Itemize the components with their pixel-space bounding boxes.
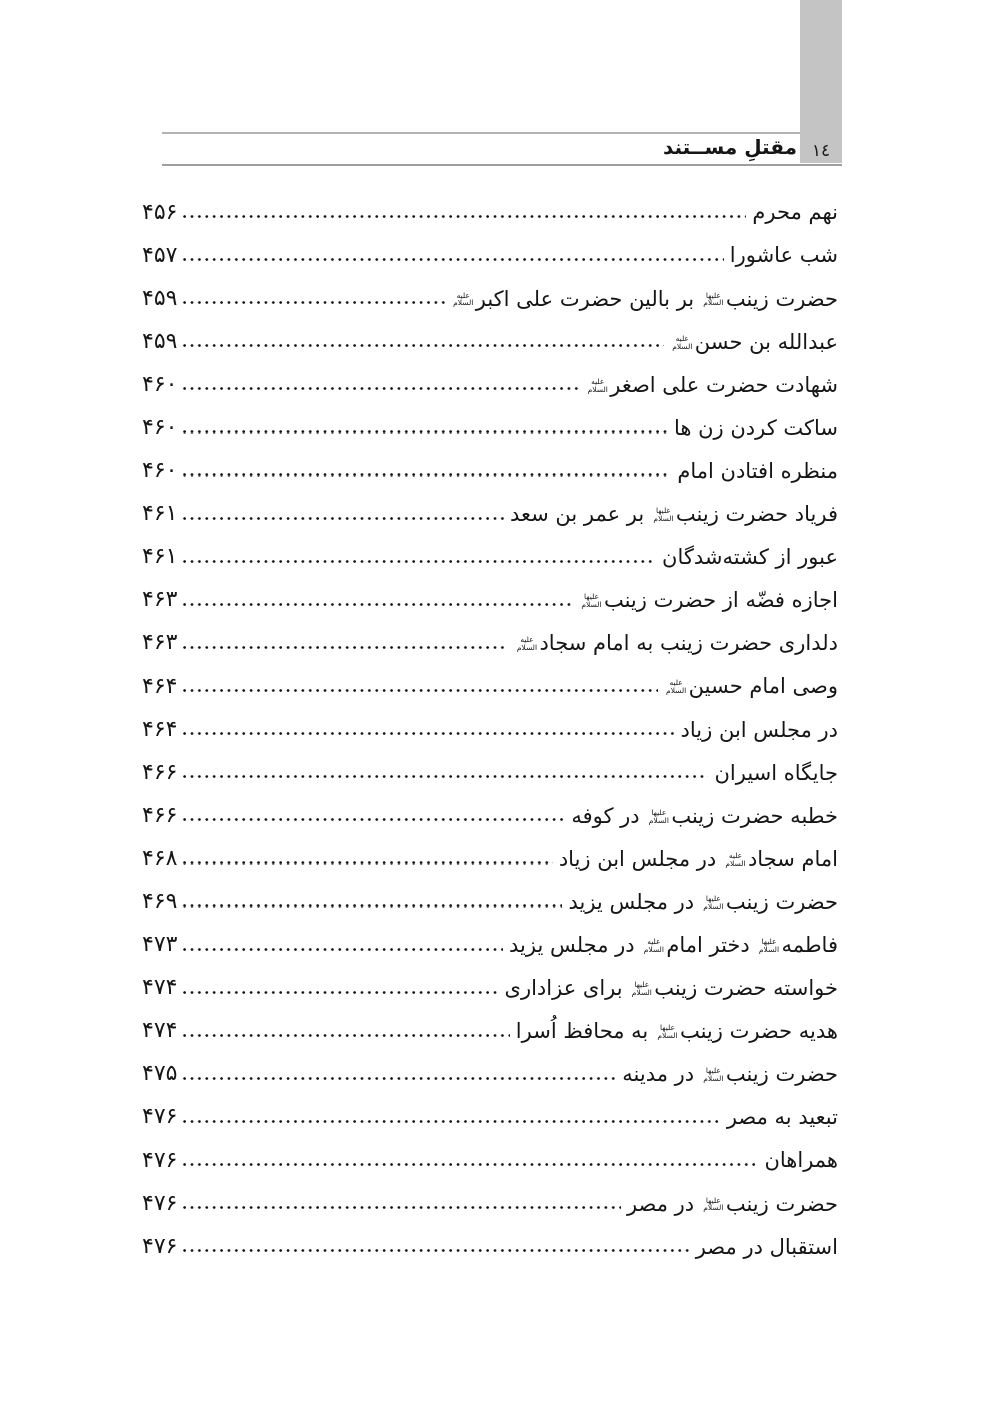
honorific-mark: عليه السلام xyxy=(725,851,746,868)
toc-entry xyxy=(142,529,838,572)
toc-entry xyxy=(142,1132,838,1175)
toc-entry-page: ۴۵۶ xyxy=(142,199,178,225)
honorific-mark: عليه السلام xyxy=(672,334,693,351)
toc-entry xyxy=(142,1089,838,1132)
toc-entry-page: ۴۶۰ xyxy=(142,371,178,397)
toc-entry-page: ۴۶۴ xyxy=(142,673,178,699)
dotted-leader xyxy=(183,818,565,821)
toc-entry xyxy=(142,486,838,529)
dotted-leader xyxy=(183,1206,620,1209)
toc-entry-title: اجازه فضّه از حضرت زینبعليها السلام xyxy=(581,588,838,613)
honorific-mark: عليه السلام xyxy=(666,679,687,696)
toc-entry xyxy=(142,744,838,787)
toc-entry-title: عبدالله بن حسنعليه السلام xyxy=(672,329,838,354)
toc-entry xyxy=(142,615,838,658)
toc-entry xyxy=(142,184,838,227)
toc-entry-page: ۴۵۷ xyxy=(142,242,178,268)
toc-entry xyxy=(142,399,838,442)
dotted-leader xyxy=(183,775,708,778)
toc-entry-page: ۴۷۶ xyxy=(142,1104,178,1130)
dotted-leader xyxy=(183,1034,509,1037)
toc-entry xyxy=(142,960,838,1003)
toc-entry-page: ۴۷۶ xyxy=(142,1233,178,1259)
dotted-leader xyxy=(183,991,498,994)
dotted-leader xyxy=(183,1249,689,1252)
toc-entry xyxy=(142,874,838,917)
dotted-leader xyxy=(183,560,656,563)
dotted-leader xyxy=(183,258,723,261)
dotted-leader xyxy=(183,1120,720,1123)
toc-entry-title: وصی امام حسینعليه السلام xyxy=(666,674,838,699)
dotted-leader xyxy=(183,904,562,907)
toc-entry xyxy=(142,227,838,270)
honorific-mark: عليها السلام xyxy=(648,808,669,825)
toc-entry-title: امام سجادعليه السلام در مجلس ابن زیاد xyxy=(558,846,838,871)
toc-entry xyxy=(142,356,838,399)
toc-entry-title: جایگاه اسیران xyxy=(714,760,838,785)
toc-entry-page: ۴۶۴ xyxy=(142,716,178,742)
toc-entry-page: ۴۶۱ xyxy=(142,501,178,527)
honorific-mark: عليها السلام xyxy=(657,1024,678,1041)
toc-entry-title: دلداری حضرت زینب به امام سجادعليه السلام xyxy=(516,631,838,656)
toc-entry-title: نهم محرم xyxy=(752,200,838,225)
dotted-leader xyxy=(183,473,671,476)
toc-entry-title: در مجلس ابن زیاد xyxy=(680,717,838,742)
toc-entry-page: ۴۷۴ xyxy=(142,975,178,1001)
toc-entry-page: ۴۵۹ xyxy=(142,328,178,354)
dotted-leader xyxy=(183,301,444,304)
toc-entry xyxy=(142,787,838,830)
toc-entry-title: خطبه حضرت زینبعليها السلام در کوفه xyxy=(571,803,838,828)
toc-entry-page: ۴۶۳ xyxy=(142,630,178,656)
honorific-mark: عليها السلام xyxy=(653,507,674,523)
dotted-leader xyxy=(183,603,573,606)
toc-entry-page: ۴۶۸ xyxy=(142,845,178,871)
dotted-leader xyxy=(183,948,503,951)
toc-entry-page: ۴۶۰ xyxy=(142,414,178,440)
honorific-mark: عليها السلام xyxy=(703,1067,724,1084)
dotted-leader xyxy=(183,1163,758,1166)
toc-entry-page: ۴۶۱ xyxy=(142,544,178,570)
toc-entry-title: حضرت زینبعليها السلام در مدینه xyxy=(622,1062,838,1087)
toc-entry-title: حضرت زینبعليها السلام در مجلس یزید xyxy=(568,889,838,914)
toc-entry-page: ۴۷۶ xyxy=(142,1147,178,1173)
honorific-mark: عليها السلام xyxy=(703,291,724,308)
dotted-leader xyxy=(183,1077,616,1080)
dotted-leader xyxy=(183,517,503,520)
honorific-mark: عليها السلام xyxy=(758,937,780,954)
honorific-mark: عليه السلام xyxy=(643,937,664,954)
dotted-leader xyxy=(183,430,668,433)
toc-entry-title: ساکت کردن زن ها xyxy=(673,415,838,440)
toc-entry xyxy=(142,658,838,701)
toc-entry-title: شهادت حضرت علی اصغرعليه السلام xyxy=(587,372,838,397)
header-rule-bottom xyxy=(162,164,842,166)
toc-entry-title: همراهان xyxy=(764,1148,838,1173)
toc-entry xyxy=(142,572,838,615)
toc-entry-title: استقبال در مصر xyxy=(695,1234,838,1259)
toc-list xyxy=(142,184,838,1261)
toc-entry-title: حضرت زینبعليها السلام بر بالین حضرت علی اکبرعليه السلام xyxy=(453,286,838,311)
toc-entry-page: ۴۷۴ xyxy=(142,1018,178,1044)
toc-entry xyxy=(142,830,838,873)
toc-entry-page: ۴۷۶ xyxy=(142,1190,178,1216)
toc-entry-page: ۴۷۳ xyxy=(142,932,178,958)
toc-entry-page: ۴۶۳ xyxy=(142,587,178,613)
toc-entry-title: تبعید به مصر xyxy=(726,1105,838,1130)
dotted-leader xyxy=(183,387,579,390)
toc-entry xyxy=(142,270,838,313)
toc-entry-title: فاطمهعليها السلام دختر امامعليه السلام در مجلس یزید xyxy=(508,932,838,957)
toc-entry-page: ۴۵۹ xyxy=(142,285,178,311)
dotted-leader xyxy=(183,689,657,692)
honorific-mark: عليها السلام xyxy=(581,593,602,610)
toc-entry-title: منظره افتادن امام xyxy=(677,458,838,483)
dotted-leader xyxy=(183,732,674,735)
toc-entry-title: حضرت زینبعليها السلام در مصر xyxy=(626,1191,838,1216)
page-corner-tab xyxy=(800,0,842,163)
running-head-book-title: مقتلِ مســتند xyxy=(662,135,797,159)
toc-entry xyxy=(142,1046,838,1089)
toc-entry-page: ۴۶۹ xyxy=(142,889,178,914)
honorific-mark: عليها السلام xyxy=(703,894,724,911)
honorific-mark: عليه السلام xyxy=(516,636,538,653)
toc-entry xyxy=(142,1003,838,1046)
toc-entry-title: عبور از کشته‌شدگان xyxy=(662,545,838,570)
honorific-mark: عليه السلام xyxy=(587,377,608,394)
page-number: ١٤ xyxy=(811,141,831,161)
dotted-leader xyxy=(183,215,746,218)
dotted-leader xyxy=(183,861,552,864)
dotted-leader xyxy=(183,646,508,649)
toc-entry xyxy=(142,443,838,486)
toc-entry xyxy=(142,1175,838,1218)
toc-entry-page: ۴۶۶ xyxy=(142,759,178,785)
toc-entry xyxy=(142,917,838,960)
toc-entry-title: خواسته حضرت زینبعليها السلام برای عزاداری xyxy=(504,976,838,1001)
toc-entry-page: ۴۷۵ xyxy=(142,1061,178,1087)
toc-entry-title: فریاد حضرت زینبعليها السلام بر عمر بن سعد xyxy=(509,502,838,527)
toc-entry-title: هدیه حضرت زینبعليها السلام به محافظ اُسرا xyxy=(515,1019,838,1044)
toc-entry-title: شب عاشورا xyxy=(729,243,838,268)
toc-entry xyxy=(142,701,838,744)
toc-entry-page: ۴۶۰ xyxy=(142,458,178,484)
dotted-leader xyxy=(183,344,663,347)
toc-entry xyxy=(142,1218,838,1261)
toc-entry-page: ۴۶۶ xyxy=(142,802,178,828)
honorific-mark: عليها السلام xyxy=(703,1196,724,1213)
honorific-mark: عليه السلام xyxy=(453,291,474,308)
honorific-mark: عليها السلام xyxy=(631,981,652,997)
toc-entry xyxy=(142,313,838,356)
